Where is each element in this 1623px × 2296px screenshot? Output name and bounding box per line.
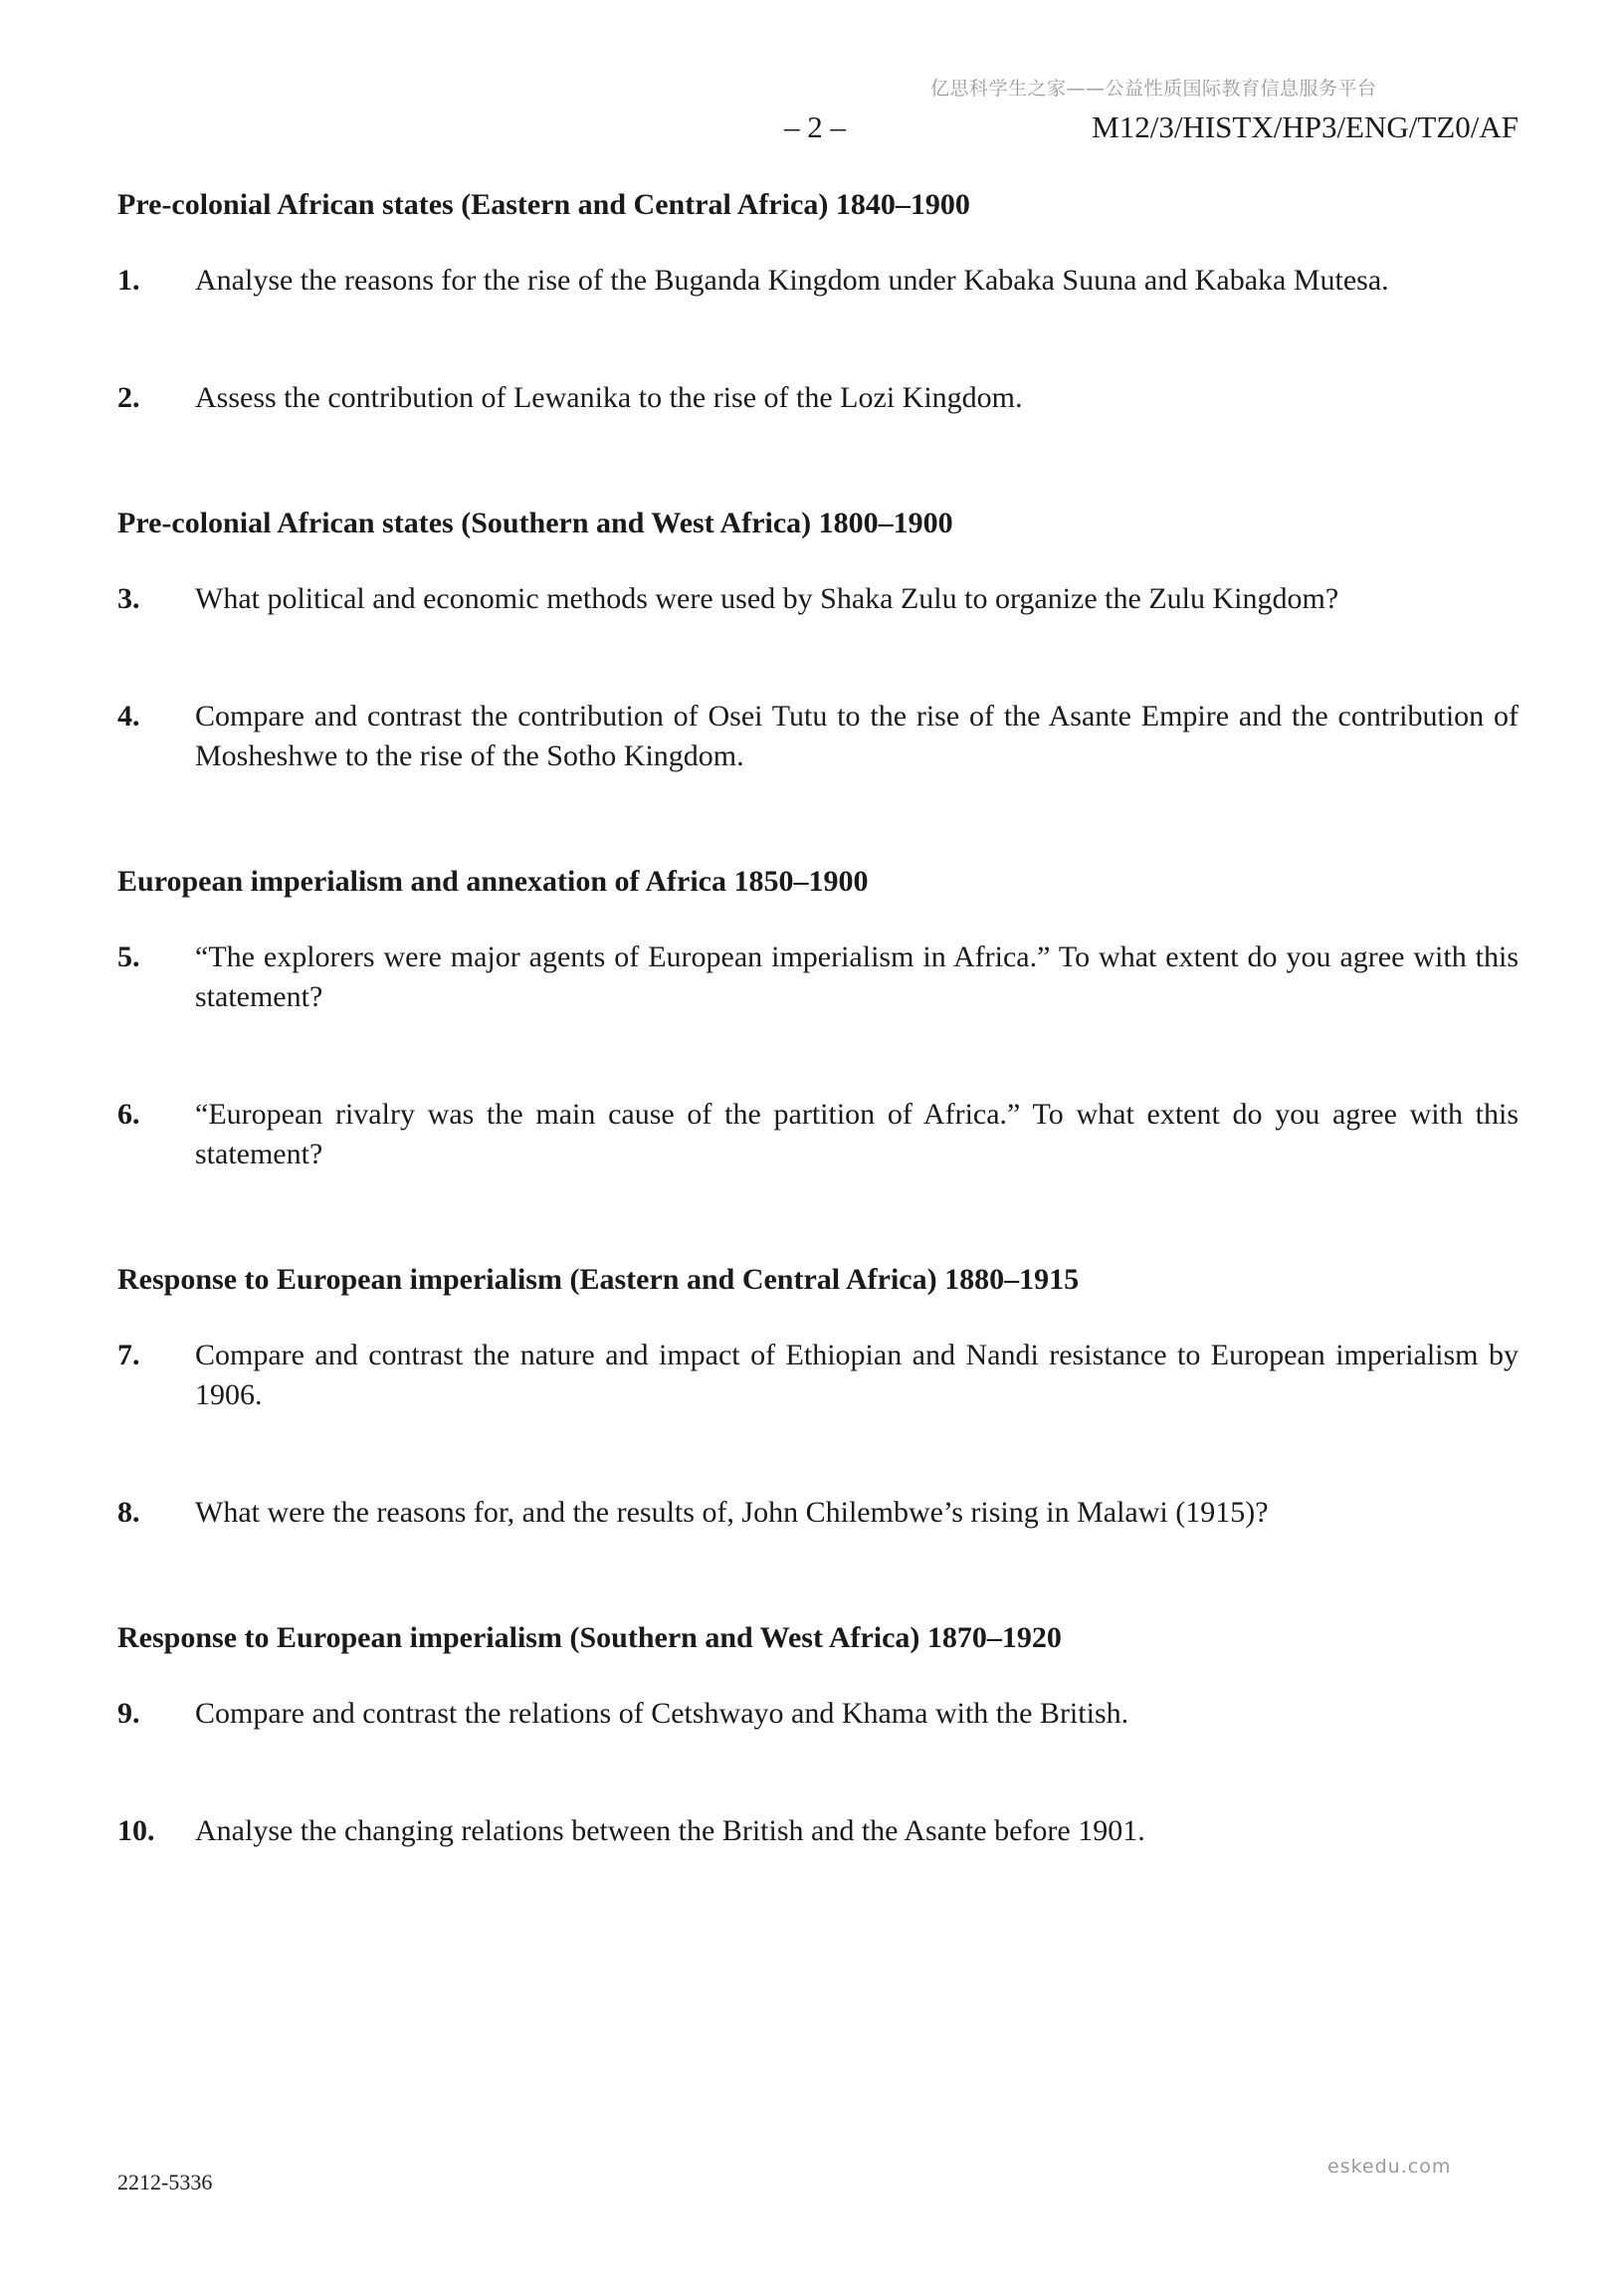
question-number: 8. bbox=[117, 1496, 140, 1529]
question-6 bbox=[117, 1095, 1519, 1174]
question-number: 10. bbox=[117, 1814, 155, 1847]
section-precolonial-east-central bbox=[117, 185, 1519, 418]
question-4 bbox=[117, 697, 1519, 776]
question-text: Compare and contrast the nature and impact of Ethiopian and Nandi resistance to European imperialism by 1906. bbox=[195, 1339, 1519, 1411]
footer-document-code: 2212-5336 bbox=[117, 2170, 213, 2194]
question-9 bbox=[117, 1694, 1519, 1734]
question-3 bbox=[117, 579, 1519, 619]
question-text: Compare and contrast the relations of Cetshwayo and Khama with the British. bbox=[195, 1697, 1129, 1730]
question-text: Analyse the changing relations between the British and the Asante before 1901. bbox=[195, 1814, 1145, 1847]
question-number: 9. bbox=[117, 1697, 140, 1730]
section-heading: Response to European imperialism (Eastern and Central Africa) 1880–1915 bbox=[117, 1263, 1080, 1296]
question-text: Compare and contrast the contribution of Osei Tutu to the rise of the Asante Empire and the contribution of Mosheshwe to the rise of the Sotho Kingdom. bbox=[195, 700, 1519, 772]
question-paper-body bbox=[117, 185, 1519, 1937]
question-text: What political and economic methods were used by Shaka Zulu to organize the Zulu Kingdom? bbox=[195, 582, 1339, 615]
question-8 bbox=[117, 1493, 1519, 1533]
question-text: What were the reasons for, and the results of, John Chilembwe’s rising in Malawi (1915)? bbox=[195, 1496, 1269, 1529]
question-number: 1. bbox=[117, 264, 140, 297]
section-heading: Pre-colonial African states (Eastern and Central Africa) 1840–1900 bbox=[117, 188, 970, 221]
header-watermark: 亿思科学生之家——公益性质国际教育信息服务平台 bbox=[930, 78, 1377, 100]
question-text: “The explorers were major agents of European imperialism in Africa.” To what extent do you agree with this statement? bbox=[195, 940, 1519, 1013]
section-precolonial-south-west bbox=[117, 504, 1519, 776]
footer-watermark: eskedu.com bbox=[1327, 2156, 1452, 2178]
question-number: 7. bbox=[117, 1339, 140, 1371]
section-european-imperialism bbox=[117, 862, 1519, 1174]
question-10 bbox=[117, 1811, 1519, 1851]
section-response-south-west bbox=[117, 1618, 1519, 1851]
question-number: 2. bbox=[117, 381, 140, 414]
question-number: 5. bbox=[117, 940, 140, 973]
question-7 bbox=[117, 1336, 1519, 1415]
section-heading: Response to European imperialism (Southern and West Africa) 1870–1920 bbox=[117, 1621, 1062, 1654]
question-5 bbox=[117, 938, 1519, 1017]
question-1 bbox=[117, 261, 1519, 301]
question-number: 6. bbox=[117, 1098, 140, 1131]
question-number: 4. bbox=[117, 700, 140, 732]
question-text: Analyse the reasons for the rise of the Buganda Kingdom under Kabaka Suuna and Kabaka Mutesa. bbox=[195, 264, 1389, 297]
section-heading: European imperialism and annexation of Africa 1850–1900 bbox=[117, 865, 869, 898]
page-number: – 2 – bbox=[784, 109, 846, 144]
paper-code: M12/3/HISTX/HP3/ENG/TZ0/AF bbox=[1092, 109, 1519, 144]
section-response-east-central bbox=[117, 1260, 1519, 1533]
question-text: “European rivalry was the main cause of the partition of Africa.” To what extent do you agree with this statement? bbox=[195, 1098, 1519, 1170]
question-2 bbox=[117, 378, 1519, 418]
question-number: 3. bbox=[117, 582, 140, 615]
section-heading: Pre-colonial African states (Southern and West Africa) 1800–1900 bbox=[117, 507, 953, 539]
question-text: Assess the contribution of Lewanika to the rise of the Lozi Kingdom. bbox=[195, 381, 1023, 414]
